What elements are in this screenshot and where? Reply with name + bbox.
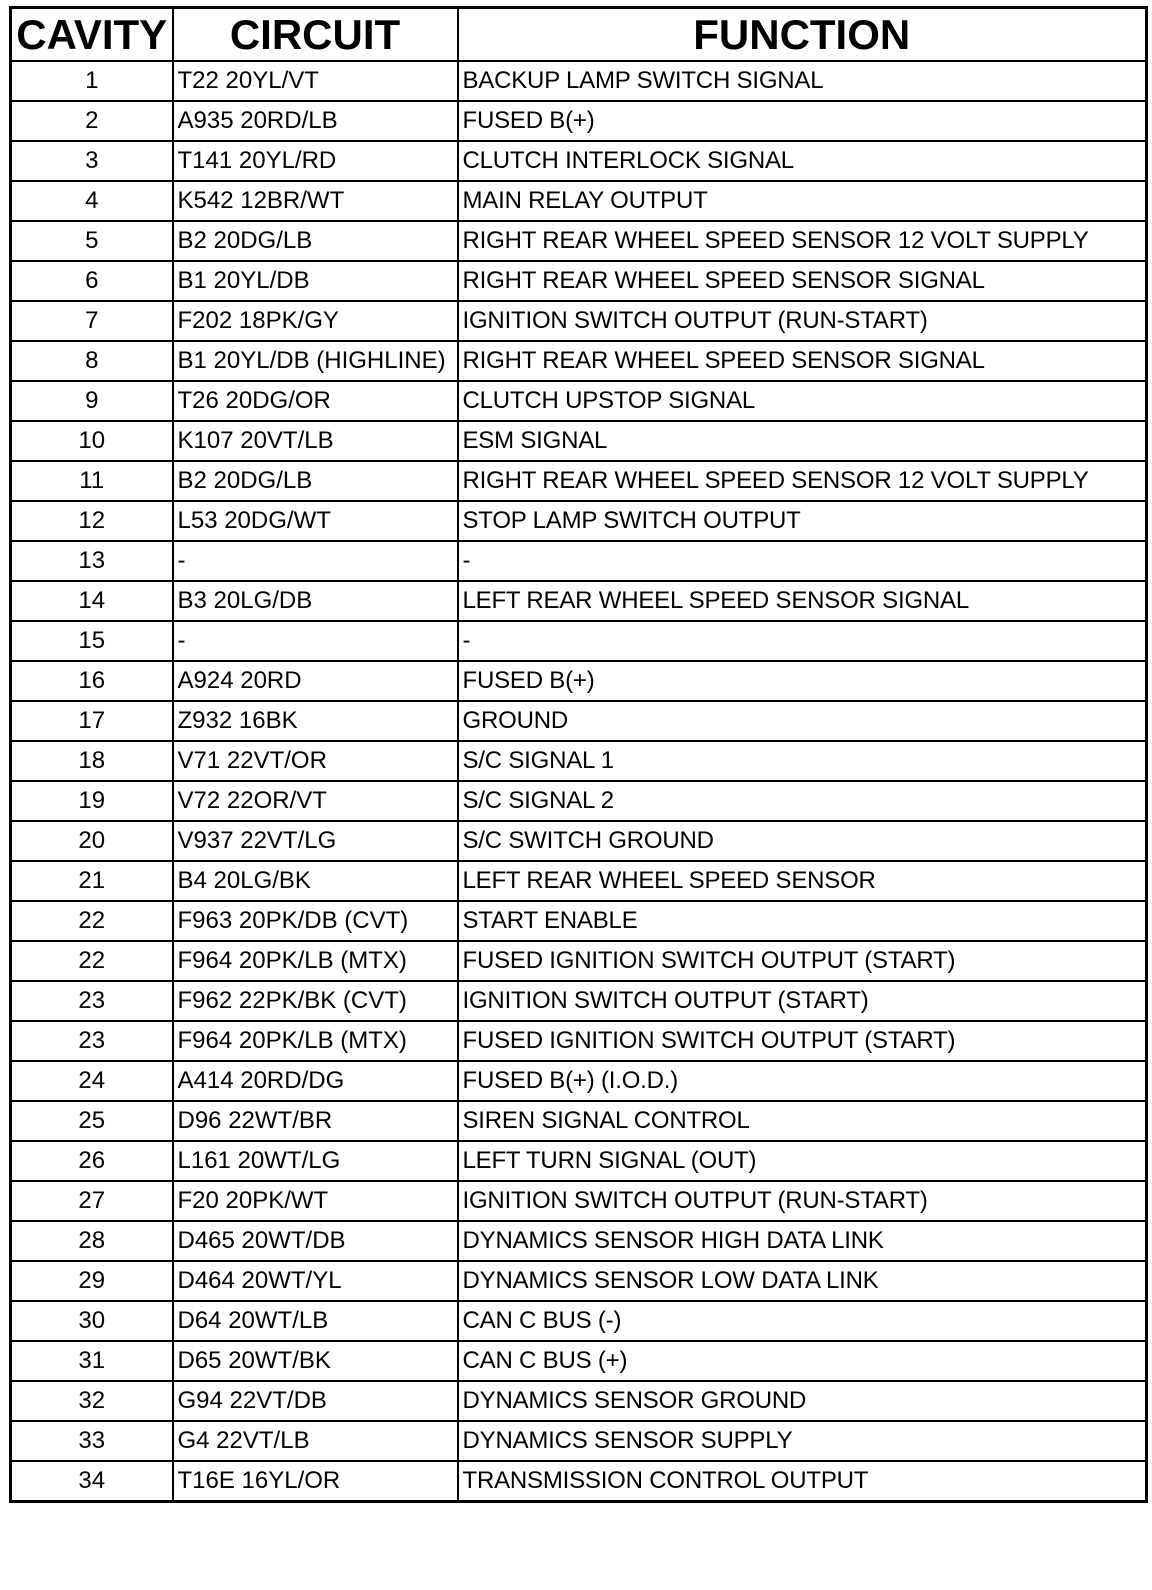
circuit-cell: T141 20YL/RD	[173, 141, 458, 181]
table-body	[11, 61, 1147, 1502]
function-cell: S/C SIGNAL 2	[458, 781, 1147, 821]
circuit-cell: G94 22VT/DB	[173, 1381, 458, 1421]
table-row	[11, 1021, 1147, 1061]
function-cell: CLUTCH INTERLOCK SIGNAL	[458, 141, 1147, 181]
table-row	[11, 381, 1147, 421]
table-row	[11, 301, 1147, 341]
table-row	[11, 581, 1147, 621]
circuit-cell: B2 20DG/LB	[173, 221, 458, 261]
cavity-cell: 16	[11, 661, 173, 701]
circuit-cell: L161 20WT/LG	[173, 1141, 458, 1181]
cavity-cell: 13	[11, 541, 173, 581]
circuit-cell: D96 22WT/BR	[173, 1101, 458, 1141]
table-row	[11, 1421, 1147, 1461]
table-row	[11, 101, 1147, 141]
function-cell: DYNAMICS SENSOR LOW DATA LINK	[458, 1261, 1147, 1301]
function-cell: RIGHT REAR WHEEL SPEED SENSOR 12 VOLT SUPPLY	[458, 461, 1147, 501]
cavity-cell: 4	[11, 181, 173, 221]
function-cell: IGNITION SWITCH OUTPUT (RUN-START)	[458, 301, 1147, 341]
cavity-cell: 11	[11, 461, 173, 501]
table-row	[11, 1101, 1147, 1141]
cavity-cell: 32	[11, 1381, 173, 1421]
function-cell: -	[458, 541, 1147, 581]
circuit-cell: T16E 16YL/OR	[173, 1461, 458, 1502]
function-cell: DYNAMICS SENSOR HIGH DATA LINK	[458, 1221, 1147, 1261]
circuit-cell: B2 20DG/LB	[173, 461, 458, 501]
circuit-cell: F202 18PK/GY	[173, 301, 458, 341]
function-cell: LEFT TURN SIGNAL (OUT)	[458, 1141, 1147, 1181]
table-row	[11, 1181, 1147, 1221]
cavity-cell: 5	[11, 221, 173, 261]
table-row	[11, 221, 1147, 261]
cavity-cell: 30	[11, 1301, 173, 1341]
cavity-cell: 2	[11, 101, 173, 141]
table-row	[11, 701, 1147, 741]
cavity-cell: 27	[11, 1181, 173, 1221]
function-cell: STOP LAMP SWITCH OUTPUT	[458, 501, 1147, 541]
function-cell: CAN C BUS (-)	[458, 1301, 1147, 1341]
function-cell: RIGHT REAR WHEEL SPEED SENSOR 12 VOLT SUPPLY	[458, 221, 1147, 261]
cavity-cell: 22	[11, 941, 173, 981]
table-header	[11, 8, 1147, 62]
table-row	[11, 1221, 1147, 1261]
table-row	[11, 141, 1147, 181]
table-row	[11, 341, 1147, 381]
circuit-cell: F962 22PK/BK (CVT)	[173, 981, 458, 1021]
circuit-cell: -	[173, 621, 458, 661]
function-cell: RIGHT REAR WHEEL SPEED SENSOR SIGNAL	[458, 261, 1147, 301]
cavity-cell: 23	[11, 1021, 173, 1061]
table-row	[11, 821, 1147, 861]
cavity-cell: 7	[11, 301, 173, 341]
header-function: FUNCTION	[458, 8, 1147, 62]
table-row	[11, 1301, 1147, 1341]
cavity-cell: 18	[11, 741, 173, 781]
table-row	[11, 1341, 1147, 1381]
table-row	[11, 861, 1147, 901]
function-cell: FUSED IGNITION SWITCH OUTPUT (START)	[458, 1021, 1147, 1061]
cavity-cell: 31	[11, 1341, 173, 1381]
circuit-cell: A924 20RD	[173, 661, 458, 701]
circuit-cell: T22 20YL/VT	[173, 61, 458, 101]
cavity-cell: 14	[11, 581, 173, 621]
table-row	[11, 1061, 1147, 1101]
function-cell: LEFT REAR WHEEL SPEED SENSOR SIGNAL	[458, 581, 1147, 621]
circuit-cell: F963 20PK/DB (CVT)	[173, 901, 458, 941]
cavity-cell: 17	[11, 701, 173, 741]
table-row	[11, 181, 1147, 221]
circuit-cell: A935 20RD/LB	[173, 101, 458, 141]
cavity-cell: 6	[11, 261, 173, 301]
circuit-cell: F20 20PK/WT	[173, 1181, 458, 1221]
circuit-cell: D64 20WT/LB	[173, 1301, 458, 1341]
circuit-cell: -	[173, 541, 458, 581]
cavity-cell: 3	[11, 141, 173, 181]
circuit-cell: L53 20DG/WT	[173, 501, 458, 541]
connector-pinout-table	[9, 6, 1148, 1503]
table-row	[11, 421, 1147, 461]
header-cavity: CAVITY	[11, 8, 173, 62]
cavity-cell: 19	[11, 781, 173, 821]
cavity-cell: 8	[11, 341, 173, 381]
cavity-cell: 10	[11, 421, 173, 461]
cavity-cell: 21	[11, 861, 173, 901]
table-row	[11, 461, 1147, 501]
function-cell: TRANSMISSION CONTROL OUTPUT	[458, 1461, 1147, 1502]
function-cell: RIGHT REAR WHEEL SPEED SENSOR SIGNAL	[458, 341, 1147, 381]
function-cell: BACKUP LAMP SWITCH SIGNAL	[458, 61, 1147, 101]
function-cell: FUSED IGNITION SWITCH OUTPUT (START)	[458, 941, 1147, 981]
table-row	[11, 261, 1147, 301]
circuit-cell: Z932 16BK	[173, 701, 458, 741]
circuit-cell: F964 20PK/LB (MTX)	[173, 941, 458, 981]
header-row	[11, 8, 1147, 62]
function-cell: DYNAMICS SENSOR SUPPLY	[458, 1421, 1147, 1461]
circuit-cell: D464 20WT/YL	[173, 1261, 458, 1301]
circuit-cell: B4 20LG/BK	[173, 861, 458, 901]
circuit-cell: B1 20YL/DB (HIGHLINE)	[173, 341, 458, 381]
cavity-cell: 23	[11, 981, 173, 1021]
table-row	[11, 1141, 1147, 1181]
circuit-cell: G4 22VT/LB	[173, 1421, 458, 1461]
circuit-cell: K542 12BR/WT	[173, 181, 458, 221]
table-row	[11, 901, 1147, 941]
table-row	[11, 1261, 1147, 1301]
circuit-cell: B3 20LG/DB	[173, 581, 458, 621]
function-cell: DYNAMICS SENSOR GROUND	[458, 1381, 1147, 1421]
cavity-cell: 15	[11, 621, 173, 661]
circuit-cell: B1 20YL/DB	[173, 261, 458, 301]
function-cell: S/C SIGNAL 1	[458, 741, 1147, 781]
table-row	[11, 1381, 1147, 1421]
table-row	[11, 941, 1147, 981]
function-cell: GROUND	[458, 701, 1147, 741]
function-cell: CLUTCH UPSTOP SIGNAL	[458, 381, 1147, 421]
table-row	[11, 981, 1147, 1021]
table-row	[11, 1461, 1147, 1502]
circuit-cell: V937 22VT/LG	[173, 821, 458, 861]
circuit-cell: K107 20VT/LB	[173, 421, 458, 461]
circuit-cell: D65 20WT/BK	[173, 1341, 458, 1381]
function-cell: SIREN SIGNAL CONTROL	[458, 1101, 1147, 1141]
cavity-cell: 34	[11, 1461, 173, 1502]
table-row	[11, 661, 1147, 701]
cavity-cell: 26	[11, 1141, 173, 1181]
circuit-cell: T26 20DG/OR	[173, 381, 458, 421]
circuit-cell: V72 22OR/VT	[173, 781, 458, 821]
function-cell: ESM SIGNAL	[458, 421, 1147, 461]
table-row	[11, 501, 1147, 541]
table-row	[11, 621, 1147, 661]
function-cell: START ENABLE	[458, 901, 1147, 941]
cavity-cell: 20	[11, 821, 173, 861]
function-cell: -	[458, 621, 1147, 661]
cavity-cell: 22	[11, 901, 173, 941]
cavity-cell: 12	[11, 501, 173, 541]
function-cell: S/C SWITCH GROUND	[458, 821, 1147, 861]
function-cell: MAIN RELAY OUTPUT	[458, 181, 1147, 221]
table-row	[11, 781, 1147, 821]
circuit-cell: D465 20WT/DB	[173, 1221, 458, 1261]
header-circuit: CIRCUIT	[173, 8, 458, 62]
cavity-cell: 25	[11, 1101, 173, 1141]
function-cell: FUSED B(+)	[458, 661, 1147, 701]
function-cell: FUSED B(+)	[458, 101, 1147, 141]
table-row	[11, 741, 1147, 781]
circuit-cell: A414 20RD/DG	[173, 1061, 458, 1101]
table-row	[11, 61, 1147, 101]
cavity-cell: 33	[11, 1421, 173, 1461]
function-cell: IGNITION SWITCH OUTPUT (START)	[458, 981, 1147, 1021]
cavity-cell: 1	[11, 61, 173, 101]
circuit-cell: F964 20PK/LB (MTX)	[173, 1021, 458, 1061]
table-row	[11, 541, 1147, 581]
cavity-cell: 29	[11, 1261, 173, 1301]
circuit-cell: V71 22VT/OR	[173, 741, 458, 781]
cavity-cell: 28	[11, 1221, 173, 1261]
cavity-cell: 24	[11, 1061, 173, 1101]
cavity-cell: 9	[11, 381, 173, 421]
function-cell: CAN C BUS (+)	[458, 1341, 1147, 1381]
function-cell: IGNITION SWITCH OUTPUT (RUN-START)	[458, 1181, 1147, 1221]
function-cell: FUSED B(+) (I.O.D.)	[458, 1061, 1147, 1101]
function-cell: LEFT REAR WHEEL SPEED SENSOR	[458, 861, 1147, 901]
